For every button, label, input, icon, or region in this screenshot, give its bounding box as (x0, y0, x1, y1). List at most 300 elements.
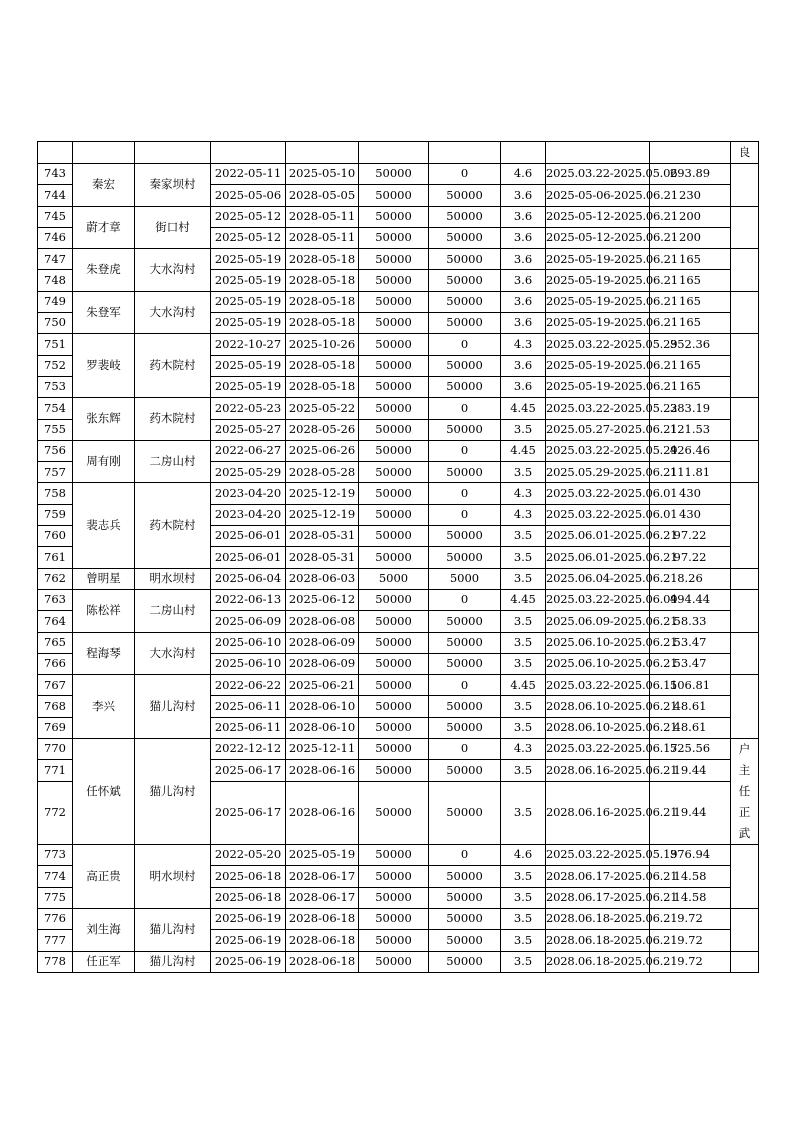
interest-amount: 14.58 (650, 866, 731, 887)
row-number: 751 (38, 334, 73, 355)
borrower-name: 周有刚 (73, 440, 135, 483)
interest-rate: 4.6 (501, 164, 546, 185)
loan-amount: 50000 (359, 887, 429, 908)
table-row (38, 739, 759, 760)
interest-period: 2028.06.18-2025.06.21 (546, 930, 650, 951)
interest-amount: 9.72 (650, 951, 731, 972)
loan-balance: 50000 (429, 908, 501, 929)
loan-amount: 50000 (359, 227, 429, 248)
header-cell (73, 142, 135, 164)
interest-amount: 376.94 (650, 845, 731, 866)
borrower-name: 刘生海 (73, 908, 135, 951)
interest-rate: 4.3 (501, 483, 546, 504)
row-number: 763 (38, 589, 73, 610)
interest-amount: 19.44 (650, 760, 731, 781)
row-number: 753 (38, 376, 73, 397)
village-name: 猫儿沟村 (135, 675, 211, 739)
end-date: 2028-05-18 (286, 249, 359, 270)
loan-amount: 50000 (359, 589, 429, 610)
interest-period: 2025.03.22-2025.05.22 (546, 398, 650, 419)
start-date: 2025-05-19 (211, 291, 286, 312)
loan-balance: 50000 (429, 419, 501, 440)
interest-period: 2028.06.10-2025.06.21 (546, 696, 650, 717)
interest-rate: 4.6 (501, 845, 546, 866)
row-number: 755 (38, 419, 73, 440)
village-name: 猫儿沟村 (135, 908, 211, 951)
loan-amount: 50000 (359, 632, 429, 653)
interest-rate: 4.3 (501, 334, 546, 355)
interest-period: 2028.06.18-2025.06.21 (546, 908, 650, 929)
borrower-name: 朱登虎 (73, 249, 135, 292)
interest-rate: 3.5 (501, 653, 546, 674)
end-date: 2025-12-19 (286, 483, 359, 504)
interest-rate: 3.5 (501, 632, 546, 653)
loan-balance: 50000 (429, 930, 501, 951)
loan-amount: 50000 (359, 334, 429, 355)
row-number: 770 (38, 739, 73, 760)
row-number: 761 (38, 547, 73, 568)
start-date: 2025-06-11 (211, 717, 286, 738)
village-name: 药木院村 (135, 334, 211, 398)
table-row (38, 249, 759, 270)
end-date: 2028-05-18 (286, 313, 359, 334)
row-number: 750 (38, 313, 73, 334)
loan-amount: 50000 (359, 760, 429, 781)
interest-period: 2025.06.01-2025.06.21 (546, 526, 650, 547)
loan-balance: 50000 (429, 611, 501, 632)
village-name: 二房山村 (135, 589, 211, 632)
village-name: 药木院村 (135, 398, 211, 441)
table-row (38, 675, 759, 696)
start-date: 2022-05-20 (211, 845, 286, 866)
row-number: 746 (38, 227, 73, 248)
start-date: 2022-12-12 (211, 739, 286, 760)
row-number: 752 (38, 355, 73, 376)
start-date: 2025-05-06 (211, 185, 286, 206)
start-date: 2022-05-23 (211, 398, 286, 419)
interest-rate: 3.6 (501, 249, 546, 270)
row-number: 776 (38, 908, 73, 929)
end-date: 2028-06-16 (286, 760, 359, 781)
loan-amount: 50000 (359, 930, 429, 951)
row-number: 748 (38, 270, 73, 291)
table-header-row (38, 142, 759, 164)
interest-rate: 4.3 (501, 739, 546, 760)
borrower-name: 陈松祥 (73, 589, 135, 632)
remark-cell (731, 951, 759, 972)
village-name: 二房山村 (135, 440, 211, 483)
end-date: 2028-05-28 (286, 462, 359, 483)
header-cell (429, 142, 501, 164)
remark-cell (731, 440, 759, 483)
loan-balance: 50000 (429, 249, 501, 270)
interest-rate: 3.5 (501, 462, 546, 483)
loan-balance: 50000 (429, 632, 501, 653)
interest-period: 2028.06.16-2025.06.21 (546, 760, 650, 781)
start-date: 2025-06-17 (211, 781, 286, 844)
header-cell (211, 142, 286, 164)
row-number: 743 (38, 164, 73, 185)
interest-rate: 3.5 (501, 717, 546, 738)
row-number: 774 (38, 866, 73, 887)
start-date: 2025-06-04 (211, 568, 286, 589)
loan-balance: 50000 (429, 227, 501, 248)
interest-amount: 165 (650, 376, 731, 397)
end-date: 2025-05-22 (286, 398, 359, 419)
start-date: 2025-05-27 (211, 419, 286, 440)
start-date: 2025-06-10 (211, 653, 286, 674)
interest-rate: 4.45 (501, 675, 546, 696)
loan-amount: 50000 (359, 845, 429, 866)
loan-amount: 50000 (359, 376, 429, 397)
interest-amount: 58.33 (650, 611, 731, 632)
interest-amount: 111.81 (650, 462, 731, 483)
interest-amount: 121.53 (650, 419, 731, 440)
row-number: 773 (38, 845, 73, 866)
loan-amount: 50000 (359, 781, 429, 844)
row-number: 760 (38, 526, 73, 547)
end-date: 2028-06-18 (286, 908, 359, 929)
header-remark: 良 (731, 142, 759, 164)
table-row (38, 398, 759, 419)
interest-rate: 3.6 (501, 270, 546, 291)
interest-rate: 3.5 (501, 760, 546, 781)
interest-period: 2025.06.10-2025.06.21 (546, 632, 650, 653)
end-date: 2028-06-17 (286, 866, 359, 887)
interest-amount: 200 (650, 206, 731, 227)
row-number: 747 (38, 249, 73, 270)
interest-period: 2025.03.22-2025.06.17 (546, 739, 650, 760)
loan-amount: 50000 (359, 611, 429, 632)
row-number: 754 (38, 398, 73, 419)
table-row (38, 206, 759, 227)
remark-cell (731, 632, 759, 675)
end-date: 2025-05-10 (286, 164, 359, 185)
remark-cell (731, 568, 759, 589)
interest-period: 2025.03.22-2025.05.29 (546, 440, 650, 461)
ledger-body (38, 142, 759, 973)
loan-amount: 50000 (359, 739, 429, 760)
end-date: 2028-05-18 (286, 376, 359, 397)
start-date: 2025-06-01 (211, 526, 286, 547)
remark-cell (731, 291, 759, 334)
interest-period: 2025.03.22-2025.06.11 (546, 675, 650, 696)
interest-rate: 3.5 (501, 887, 546, 908)
header-cell (650, 142, 731, 164)
village-name: 大水沟村 (135, 249, 211, 292)
interest-period: 2025.03.22-2025.06.01 (546, 483, 650, 504)
remark-cell (731, 845, 759, 909)
table-row (38, 908, 759, 929)
table-row (38, 440, 759, 461)
row-number: 764 (38, 611, 73, 632)
borrower-name: 朱登军 (73, 291, 135, 334)
start-date: 2022-05-11 (211, 164, 286, 185)
start-date: 2025-05-12 (211, 227, 286, 248)
start-date: 2025-05-19 (211, 270, 286, 291)
row-number: 777 (38, 930, 73, 951)
interest-rate: 3.5 (501, 696, 546, 717)
remark-cell (731, 589, 759, 632)
loan-balance: 50000 (429, 887, 501, 908)
loan-balance: 0 (429, 483, 501, 504)
borrower-name: 秦宏 (73, 164, 135, 207)
village-name: 猫儿沟村 (135, 739, 211, 845)
end-date: 2028-05-31 (286, 526, 359, 547)
loan-amount: 50000 (359, 717, 429, 738)
loan-amount: 5000 (359, 568, 429, 589)
start-date: 2025-06-19 (211, 908, 286, 929)
loan-amount: 50000 (359, 185, 429, 206)
loan-amount: 50000 (359, 675, 429, 696)
start-date: 2025-06-18 (211, 866, 286, 887)
loan-amount: 50000 (359, 249, 429, 270)
interest-period: 2025.03.22-2025.06.01 (546, 504, 650, 525)
row-number: 745 (38, 206, 73, 227)
row-number: 778 (38, 951, 73, 972)
village-name: 明水坝村 (135, 568, 211, 589)
loan-amount: 50000 (359, 419, 429, 440)
borrower-name: 程海琴 (73, 632, 135, 675)
end-date: 2025-06-21 (286, 675, 359, 696)
table-row (38, 589, 759, 610)
start-date: 2025-06-10 (211, 632, 286, 653)
start-date: 2025-06-17 (211, 760, 286, 781)
start-date: 2025-06-09 (211, 611, 286, 632)
loan-amount: 50000 (359, 483, 429, 504)
loan-balance: 50000 (429, 866, 501, 887)
end-date: 2025-12-19 (286, 504, 359, 525)
end-date: 2028-05-18 (286, 270, 359, 291)
row-number: 769 (38, 717, 73, 738)
loan-balance: 50000 (429, 547, 501, 568)
remark-cell (731, 334, 759, 398)
loan-amount: 50000 (359, 696, 429, 717)
borrower-name: 蔚才章 (73, 206, 135, 249)
interest-amount: 200 (650, 227, 731, 248)
start-date: 2022-10-27 (211, 334, 286, 355)
row-number: 767 (38, 675, 73, 696)
borrower-name: 曾明星 (73, 568, 135, 589)
remark-cell (731, 206, 759, 249)
borrower-name: 高正贵 (73, 845, 135, 909)
start-date: 2025-06-19 (211, 930, 286, 951)
village-name: 猫儿沟村 (135, 951, 211, 972)
interest-period: 2025-05-19-2025.06.21 (546, 249, 650, 270)
loan-balance: 0 (429, 739, 501, 760)
interest-rate: 3.6 (501, 206, 546, 227)
header-cell (286, 142, 359, 164)
end-date: 2028-05-11 (286, 227, 359, 248)
loan-amount: 50000 (359, 951, 429, 972)
interest-period: 2025-05-12-2025.06.21 (546, 206, 650, 227)
interest-rate: 3.6 (501, 355, 546, 376)
end-date: 2025-06-12 (286, 589, 359, 610)
table-row (38, 632, 759, 653)
loan-amount: 50000 (359, 526, 429, 547)
table-row (38, 291, 759, 312)
header-cell (546, 142, 650, 164)
village-name: 街口村 (135, 206, 211, 249)
row-number: 765 (38, 632, 73, 653)
interest-rate: 3.5 (501, 866, 546, 887)
loan-balance: 0 (429, 589, 501, 610)
loan-balance: 50000 (429, 206, 501, 227)
interest-amount: 19.44 (650, 781, 731, 844)
start-date: 2025-05-29 (211, 462, 286, 483)
end-date: 2028-06-10 (286, 717, 359, 738)
row-number: 772 (38, 781, 73, 844)
end-date: 2028-06-16 (286, 781, 359, 844)
loan-balance: 50000 (429, 185, 501, 206)
end-date: 2025-10-26 (286, 334, 359, 355)
start-date: 2025-06-19 (211, 951, 286, 972)
start-date: 2025-05-19 (211, 355, 286, 376)
interest-amount: 97.22 (650, 547, 731, 568)
loan-amount: 50000 (359, 440, 429, 461)
interest-rate: 3.6 (501, 313, 546, 334)
interest-amount: 9.72 (650, 908, 731, 929)
interest-period: 2025.03.22-2025.05.29 (546, 334, 650, 355)
interest-rate: 4.45 (501, 398, 546, 419)
loan-balance: 5000 (429, 568, 501, 589)
start-date: 2025-05-19 (211, 376, 286, 397)
interest-rate: 3.6 (501, 291, 546, 312)
interest-amount: 48.61 (650, 696, 731, 717)
end-date: 2025-06-26 (286, 440, 359, 461)
interest-rate: 4.3 (501, 504, 546, 525)
interest-period: 2025-05-06-2025.06.21 (546, 185, 650, 206)
start-date: 2025-05-19 (211, 249, 286, 270)
start-date: 2025-05-19 (211, 313, 286, 334)
loan-balance: 0 (429, 164, 501, 185)
interest-rate: 4.45 (501, 440, 546, 461)
loan-balance: 0 (429, 398, 501, 419)
loan-amount: 50000 (359, 653, 429, 674)
loan-amount: 50000 (359, 270, 429, 291)
interest-period: 2025.03.22-2025.05.06 (546, 164, 650, 185)
interest-rate: 3.5 (501, 568, 546, 589)
end-date: 2028-06-17 (286, 887, 359, 908)
interest-period: 2025-05-19-2025.06.21 (546, 270, 650, 291)
header-cell (135, 142, 211, 164)
interest-amount: 430 (650, 483, 731, 504)
loan-balance: 0 (429, 334, 501, 355)
interest-amount: 53.47 (650, 632, 731, 653)
interest-period: 2025.06.09-2025.06.21 (546, 611, 650, 632)
row-number: 766 (38, 653, 73, 674)
loan-ledger-table (37, 141, 759, 973)
interest-rate: 3.5 (501, 930, 546, 951)
borrower-name: 裴志兵 (73, 483, 135, 568)
end-date: 2028-05-31 (286, 547, 359, 568)
row-number: 759 (38, 504, 73, 525)
row-number: 749 (38, 291, 73, 312)
interest-period: 2025-05-19-2025.06.21 (546, 313, 650, 334)
interest-rate: 3.6 (501, 185, 546, 206)
interest-amount: 230 (650, 185, 731, 206)
interest-amount: 494.44 (650, 589, 731, 610)
borrower-name: 任怀斌 (73, 739, 135, 845)
interest-amount: 383.19 (650, 398, 731, 419)
start-date: 2025-05-12 (211, 206, 286, 227)
remark-cell (731, 249, 759, 292)
interest-period: 2025.05.27-2025.06.21 (546, 419, 650, 440)
table-row (38, 483, 759, 504)
loan-amount: 50000 (359, 291, 429, 312)
interest-rate: 3.5 (501, 547, 546, 568)
loan-amount: 50000 (359, 164, 429, 185)
loan-balance: 50000 (429, 717, 501, 738)
interest-period: 2025.06.04-2025.06.21 (546, 568, 650, 589)
remark-cell (731, 675, 759, 739)
village-name: 大水沟村 (135, 291, 211, 334)
loan-amount: 50000 (359, 866, 429, 887)
loan-balance: 50000 (429, 526, 501, 547)
interest-amount: 525.56 (650, 739, 731, 760)
interest-period: 2028.06.10-2025.06.21 (546, 717, 650, 738)
borrower-name: 李兴 (73, 675, 135, 739)
interest-amount: 426.46 (650, 440, 731, 461)
end-date: 2028-06-09 (286, 632, 359, 653)
start-date: 2025-06-18 (211, 887, 286, 908)
interest-rate: 3.5 (501, 611, 546, 632)
end-date: 2028-05-18 (286, 355, 359, 376)
loan-amount: 50000 (359, 313, 429, 334)
header-cell (501, 142, 546, 164)
borrower-name: 任正军 (73, 951, 135, 972)
interest-period: 2025.05.29-2025.06.21 (546, 462, 650, 483)
interest-period: 2028.06.17-2025.06.21 (546, 887, 650, 908)
interest-amount: 165 (650, 313, 731, 334)
loan-balance: 50000 (429, 760, 501, 781)
table-row (38, 568, 759, 589)
interest-amount: 9.72 (650, 930, 731, 951)
remark-cell (731, 164, 759, 207)
interest-period: 2025.03.22-2025.05.19 (546, 845, 650, 866)
interest-amount: 97.22 (650, 526, 731, 547)
interest-amount: 165 (650, 355, 731, 376)
interest-amount: 14.58 (650, 887, 731, 908)
loan-amount: 50000 (359, 355, 429, 376)
interest-period: 2025-05-19-2025.06.21 (546, 376, 650, 397)
start-date: 2022-06-22 (211, 675, 286, 696)
loan-balance: 50000 (429, 313, 501, 334)
loan-balance: 50000 (429, 781, 501, 844)
end-date: 2028-06-03 (286, 568, 359, 589)
interest-rate: 3.5 (501, 908, 546, 929)
end-date: 2028-06-09 (286, 653, 359, 674)
loan-balance: 0 (429, 845, 501, 866)
row-number: 771 (38, 760, 73, 781)
loan-amount: 50000 (359, 504, 429, 525)
start-date: 2022-06-27 (211, 440, 286, 461)
loan-amount: 50000 (359, 547, 429, 568)
end-date: 2028-05-11 (286, 206, 359, 227)
loan-balance: 50000 (429, 951, 501, 972)
loan-balance: 50000 (429, 355, 501, 376)
start-date: 2025-06-01 (211, 547, 286, 568)
remark-cell (731, 908, 759, 951)
interest-rate: 3.5 (501, 419, 546, 440)
row-number: 756 (38, 440, 73, 461)
interest-amount: 506.81 (650, 675, 731, 696)
end-date: 2028-06-10 (286, 696, 359, 717)
interest-amount: 48.61 (650, 717, 731, 738)
loan-amount: 50000 (359, 908, 429, 929)
header-cell (359, 142, 429, 164)
loan-balance: 50000 (429, 653, 501, 674)
